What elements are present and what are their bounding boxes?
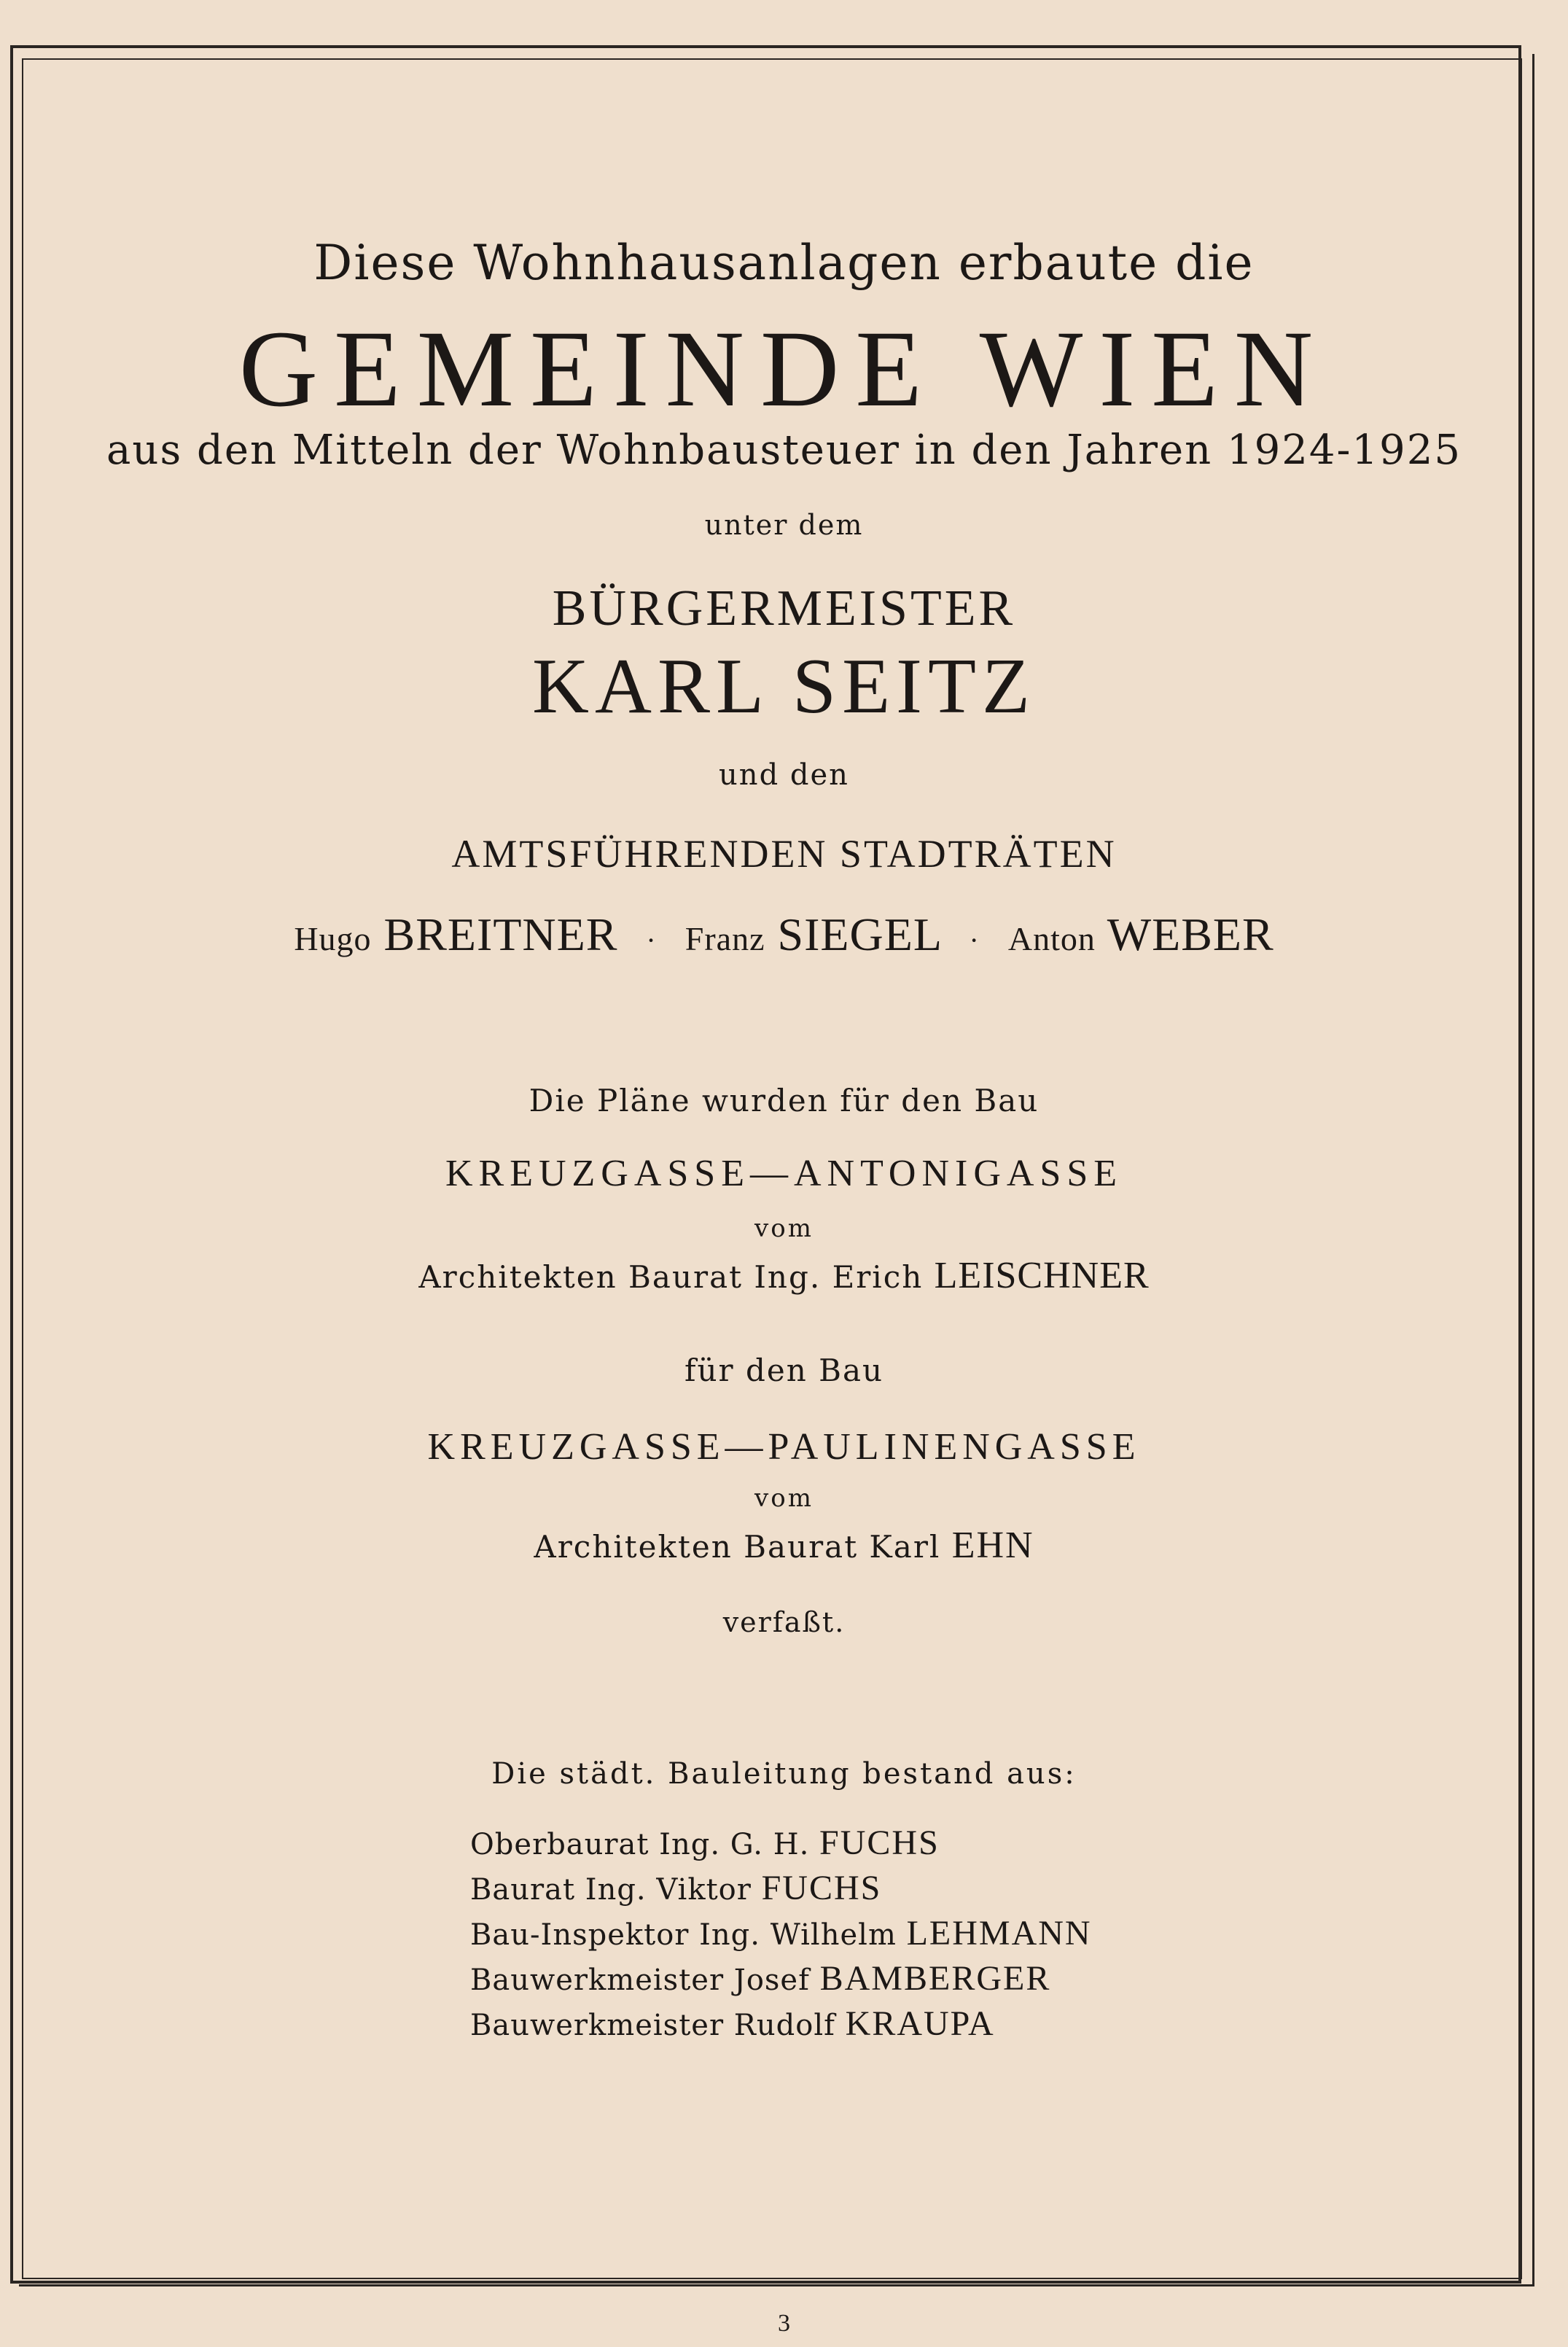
main-title: GEMEINDE WIEN xyxy=(238,308,1330,429)
connector-line: und den xyxy=(719,758,849,792)
mayor-office: BÜRGERMEISTER xyxy=(552,580,1016,637)
separator-dot: · xyxy=(969,924,980,957)
staff-name: KRAUPA xyxy=(845,2004,995,2043)
councillor-last-name: BREITNER xyxy=(383,908,618,960)
list-item xyxy=(470,1913,1092,1958)
councillors-list xyxy=(0,908,1568,962)
architect-2 xyxy=(0,1524,1568,1567)
councillor-first-name: Anton xyxy=(1007,920,1096,957)
councillor-last-name: SIEGEL xyxy=(777,908,941,960)
under-line: unter dem xyxy=(704,509,864,541)
staff-title: Oberbaurat Ing. G. H. xyxy=(470,1828,810,1861)
building-1: KREUZGASSE—ANTONIGASSE xyxy=(445,1153,1123,1194)
construction-heading: Die städt. Bauleitung bestand aus: xyxy=(491,1757,1077,1791)
architect-1 xyxy=(0,1254,1568,1297)
mayor-name: KARL SEITZ xyxy=(532,643,1036,730)
staff-name: FUCHS xyxy=(819,1824,940,1862)
construction-staff-list xyxy=(470,1823,1092,2049)
plans-intro-2: für den Bau xyxy=(684,1352,884,1388)
plans-intro: Die Pläne wurden für den Bau xyxy=(528,1083,1040,1118)
architect-2-prefix: Architekten Baurat Karl xyxy=(534,1529,941,1565)
councillors-heading: AMTSFÜHRENDEN STADTRÄTEN xyxy=(451,832,1117,876)
list-item xyxy=(470,2004,1092,2049)
staff-name: FUCHS xyxy=(761,1869,882,1907)
staff-title: Baurat Ing. Viktor xyxy=(470,1873,752,1907)
councillor-first-name: Franz xyxy=(684,920,765,957)
list-item xyxy=(470,1823,1092,1868)
architect-2-name: EHN xyxy=(951,1525,1034,1566)
staff-title: Bau-Inspektor Ing. Wilhelm xyxy=(470,1918,897,1952)
building-2: KREUZGASSE—PAULINENGASSE xyxy=(427,1426,1141,1468)
councillor-last-name: WEBER xyxy=(1107,908,1274,960)
staff-name: LEHMANN xyxy=(906,1914,1092,1953)
vom-1: vom xyxy=(754,1214,814,1243)
list-item xyxy=(470,1958,1092,2004)
staff-name: BAMBERGER xyxy=(819,1959,1051,1998)
staff-title: Bauwerkmeister Rudolf xyxy=(470,2009,835,2042)
councillor-first-name: Hugo xyxy=(294,920,372,957)
separator-dot: · xyxy=(646,924,657,957)
funding-line: aus den Mitteln der Wohnbausteuer in den Jahren 1924-1925 xyxy=(106,427,1462,474)
vom-2: vom xyxy=(754,1484,814,1513)
intro-line: Diese Wohnhausanlagen erbaute die xyxy=(313,235,1255,291)
page-number: 3 xyxy=(778,2310,790,2337)
plans-closing: verfaßt. xyxy=(722,1606,846,1638)
architect-1-name: LEISCHNER xyxy=(934,1255,1150,1296)
architect-1-prefix: Architekten Baurat Ing. Erich xyxy=(418,1259,924,1295)
list-item xyxy=(470,1868,1092,1913)
staff-title: Bauwerkmeister Josef xyxy=(470,1963,810,1997)
